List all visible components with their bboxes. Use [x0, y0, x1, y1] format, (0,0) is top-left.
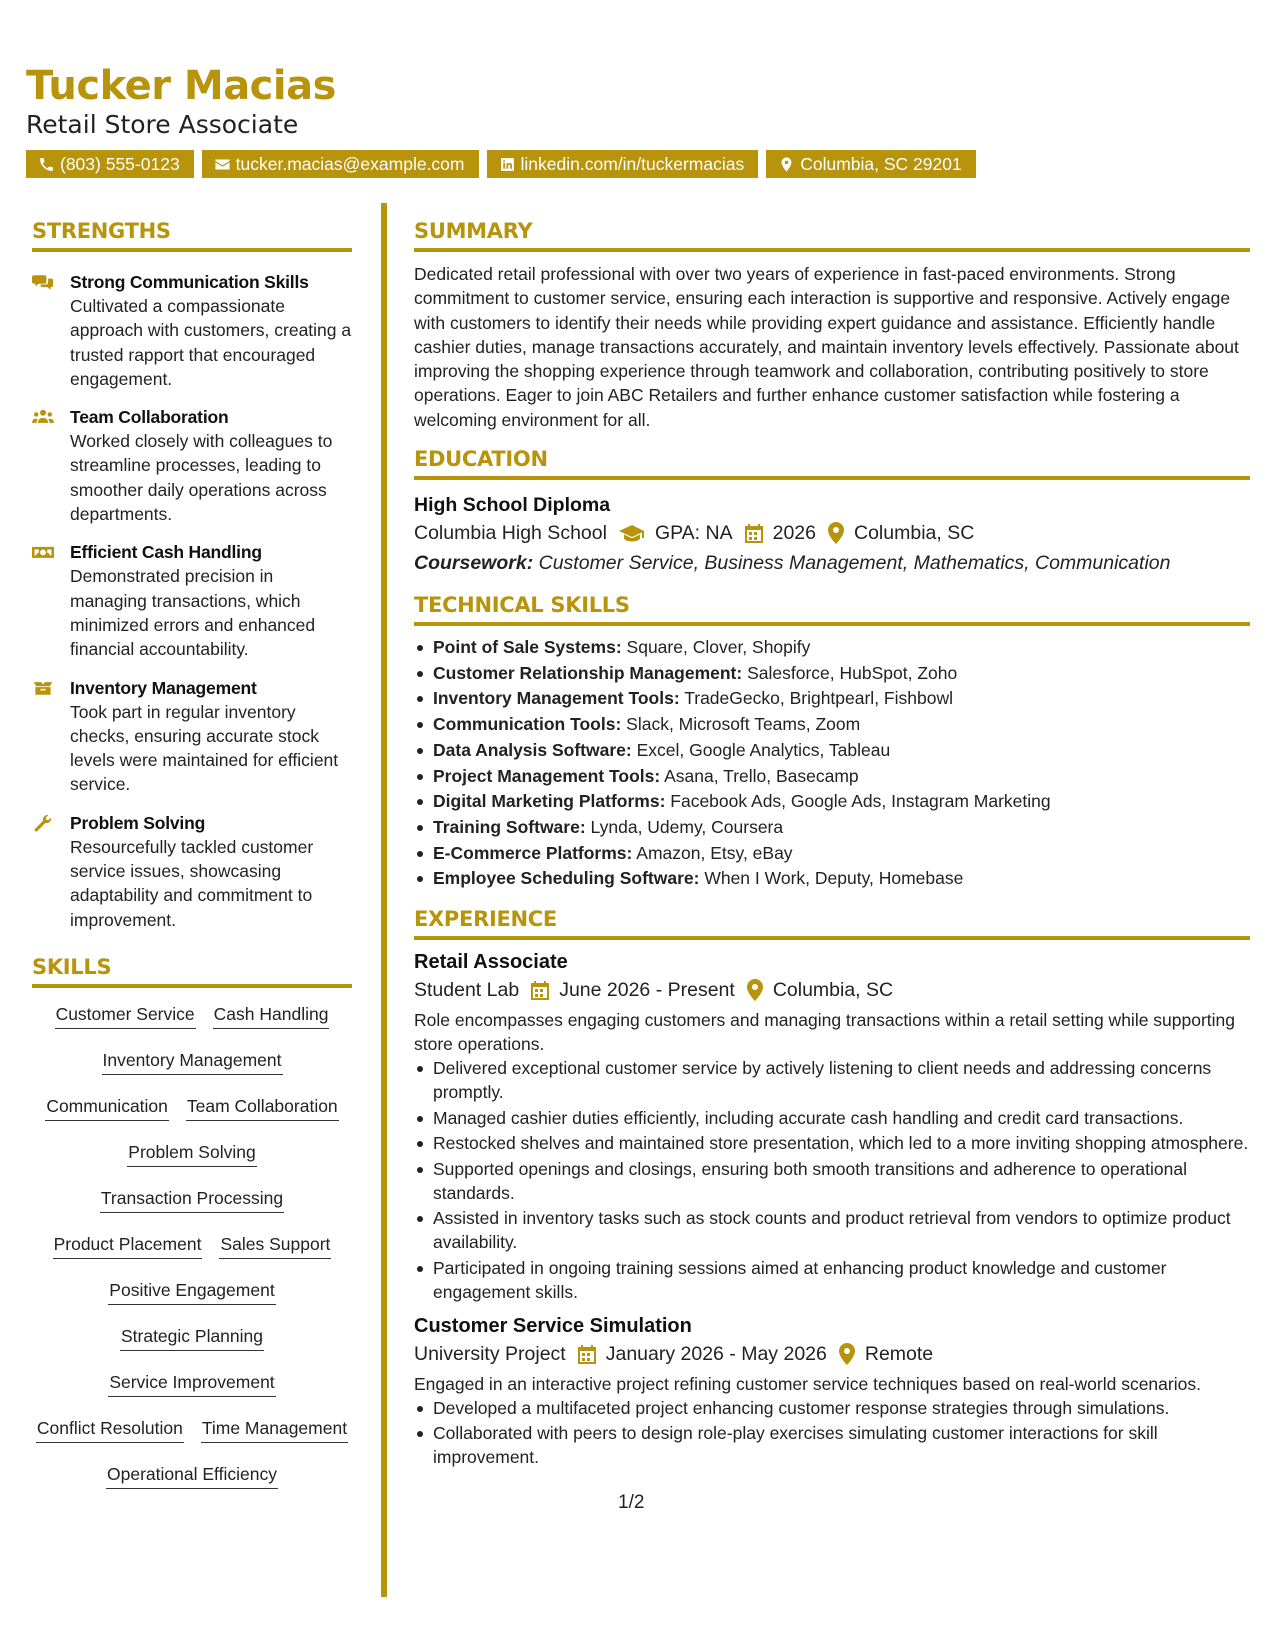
degree-title: High School Diploma [414, 494, 611, 517]
technical-skills-list [414, 635, 1250, 892]
strength-title: Team Collaboration [70, 407, 229, 428]
strength-text: Cultivated a compassionate approach with customers, creating a trusted rapport that encouraged engagement. [70, 296, 352, 389]
tech-skill-label: Customer Relationship Management: [433, 662, 743, 683]
tech-skill-label: Point of Sale Systems: [433, 637, 622, 658]
tech-skill-label: Digital Marketing Platforms: [433, 791, 666, 812]
strength-title: Problem Solving [70, 812, 206, 833]
list-item: Delivered exceptional customer service by actively listening to client needs and addressing concerns promptly. [414, 1056, 1250, 1104]
right-column [414, 218, 1250, 1471]
job-title: Retail Associate [414, 951, 568, 974]
job-org: Student Lab [414, 979, 520, 1002]
tech-skill-label: Project Management Tools: [433, 765, 661, 786]
job-meta [414, 1340, 1250, 1368]
list-item [414, 764, 1250, 790]
map-pin-icon [828, 522, 844, 544]
strength-item [32, 540, 352, 661]
coursework [414, 548, 1250, 578]
job-meta [414, 976, 1250, 1004]
strength-title: Strong Communication Skills [70, 272, 309, 292]
strength-title: Inventory Management [70, 677, 257, 698]
contact-email-text: tucker.macias@example.com [235, 154, 465, 174]
tech-skill-value: Square, Clover, Shopify [626, 637, 811, 658]
gpa: GPA: NA [654, 522, 733, 545]
job-location: Columbia, SC [772, 979, 894, 1002]
job-title: Customer Service Simulation [414, 1314, 692, 1337]
strength-item [32, 676, 352, 797]
envelope-icon [214, 156, 231, 173]
strength-item [32, 270, 352, 391]
tech-skill-value: Slack, Microsoft Teams, Zoom [626, 714, 861, 735]
summary-text: Dedicated retail professional with over two years of experience in fast-paced environments. Strong commitment to customer service, ensuring each interaction is supportive and responsive. Actively engage with customers to identify their needs while providing expert guidance and assistance. Efficiently handle cashier duties, manage transactions accurately, and maintain inventory levels effectively. Passionate about improving the shopping experience through teamwork and collaboration, contributing positively to store operations. Eager to join ABC Retailers and further enhance customer satisfaction while fostering a welcoming environment for all. [414, 264, 1239, 430]
strength-item [32, 811, 352, 932]
skill-tag: Strategic Planning [120, 1324, 264, 1351]
tech-skill-value: Salesforce, HubSpot, Zoho [747, 662, 958, 683]
left-column [32, 218, 352, 1508]
contact-location-text: Columbia, SC 29201 [800, 154, 962, 174]
skills-heading: SKILLS [32, 954, 352, 988]
skill-tag: Service Improvement [108, 1370, 275, 1397]
tech-skill-label: Communication Tools: [433, 714, 622, 735]
strength-text: Took part in regular inventory checks, ensuring accurate stock levels were maintained for efficient service. [70, 701, 339, 795]
job-entry [414, 1313, 1250, 1470]
coursework-label: Coursework: [414, 552, 534, 575]
skill-tag: Inventory Management [102, 1048, 283, 1075]
strength-title: Efficient Cash Handling [70, 542, 262, 563]
list-item [414, 661, 1250, 687]
list-item: Collaborated with peers to design role-play exercises simulating customer interactions for skill improvement. [414, 1421, 1250, 1469]
candidate-title: Retail Store Associate [26, 110, 299, 139]
chat-bubbles-icon [32, 273, 54, 291]
job-location: Remote [864, 1342, 934, 1365]
strengths-heading: STRENGTHS [32, 218, 352, 252]
skill-tag: Time Management [201, 1416, 348, 1443]
job-entry [414, 949, 1250, 1304]
skill-tag: Positive Engagement [108, 1278, 275, 1305]
phone-icon [38, 156, 55, 173]
map-pin-icon [778, 156, 795, 173]
map-pin-icon [747, 979, 763, 1001]
contact-linkedin[interactable] [487, 150, 759, 178]
column-divider [381, 203, 387, 1597]
contact-phone-text: (803) 555-0123 [60, 154, 180, 174]
strength-text: Demonstrated precision in managing transactions, which minimized errors and enhanced financial accountability. [70, 566, 316, 660]
list-item [414, 712, 1250, 738]
tech-skill-value: Excel, Google Analytics, Tableau [636, 739, 891, 760]
tech-skill-value: TradeGecko, Brightpearl, Fishbowl [684, 688, 953, 709]
list-item: Assisted in inventory tasks such as stock counts and product retrieval from vendors to optimize product availability. [414, 1206, 1250, 1254]
skill-tag: Product Placement [53, 1232, 203, 1259]
money-bill-icon [32, 543, 54, 561]
resume-header [26, 62, 1246, 178]
tech-skill-label: Data Analysis Software: [433, 739, 632, 760]
strength-item [32, 405, 352, 526]
school-location: Columbia, SC [854, 522, 975, 545]
contact-email[interactable] [202, 150, 479, 178]
tech-skill-value: Amazon, Etsy, eBay [636, 842, 793, 863]
tech-skill-value: Asana, Trello, Basecamp [664, 765, 859, 786]
job-dates: June 2026 - Present [559, 979, 735, 1002]
skill-tag: Communication [45, 1094, 169, 1121]
experience-heading: EXPERIENCE [414, 906, 1250, 940]
skill-tag: Operational Efficiency [106, 1462, 278, 1489]
summary-heading: SUMMARY [414, 218, 1250, 252]
job-description: Engaged in an interactive project refining customer service techniques based on real-world scenarios. [414, 1373, 1201, 1394]
list-item: Restocked shelves and maintained store presentation, which led to a more inviting shopping atmosphere. [414, 1131, 1250, 1155]
school-name: Columbia High School [414, 522, 607, 545]
boxes-icon [32, 679, 54, 697]
graduation-cap-icon [619, 524, 645, 542]
list-item [414, 815, 1250, 841]
tech-skill-value: Lynda, Udemy, Coursera [590, 817, 784, 837]
list-item: Participated in ongoing training sessions aimed at enhancing product knowledge and customer engagement skills. [414, 1256, 1250, 1304]
skill-tag: Cash Handling [213, 1002, 330, 1029]
tech-skill-value: Facebook Ads, Google Ads, Instagram Marketing [670, 791, 1051, 812]
list-item [414, 789, 1250, 815]
tech-skill-label: E-Commerce Platforms: [433, 842, 633, 863]
job-dates: January 2026 - May 2026 [605, 1342, 827, 1365]
skill-tag: Customer Service [55, 1002, 196, 1029]
contact-phone[interactable] [26, 150, 194, 178]
calendar-icon [578, 1344, 596, 1364]
job-description: Role encompasses engaging customers and managing transactions within a retail setting while supporting store operations. [414, 1010, 1236, 1055]
skills-list [32, 1002, 352, 1508]
calendar-icon [745, 523, 763, 543]
list-item: Developed a multifaceted project enhancing customer response strategies through simulations. [414, 1396, 1250, 1420]
strength-text: Resourcefully tackled customer service issues, showcasing adaptability and commitment to improvement. [70, 836, 314, 930]
skill-tag: Conflict Resolution [36, 1416, 184, 1443]
job-bullets [414, 1396, 1250, 1470]
tech-skill-label: Training Software: [433, 817, 586, 837]
contact-location[interactable] [766, 150, 975, 178]
skill-tag: Team Collaboration [186, 1094, 339, 1121]
strength-text: Worked closely with colleagues to streamline processes, leading to smoother daily operations across departments. [70, 431, 333, 525]
list-item [414, 686, 1250, 712]
map-pin-icon [839, 1343, 855, 1365]
linkedin-icon [499, 156, 516, 173]
list-item [414, 635, 1250, 661]
coursework-list: Customer Service, Business Management, Mathematics, Communication [538, 552, 1171, 575]
contact-bar [26, 150, 1246, 178]
education-meta [414, 519, 1250, 547]
list-item [414, 738, 1250, 764]
graduation-year: 2026 [772, 522, 816, 545]
job-org: University Project [414, 1342, 566, 1365]
list-item: Managed cashier duties efficiently, including accurate cash handling and credit card transactions. [414, 1106, 1250, 1130]
tech-skill-value: When I Work, Deputy, Homebase [704, 868, 964, 889]
calendar-icon [531, 980, 549, 1000]
tech-skill-label: Inventory Management Tools: [433, 688, 680, 709]
skill-tag: Transaction Processing [100, 1186, 284, 1213]
list-item [414, 841, 1250, 867]
technical-skills-heading: TECHNICAL SKILLS [414, 592, 1250, 626]
tech-skill-label: Employee Scheduling Software: [433, 868, 700, 889]
job-bullets [414, 1056, 1250, 1304]
list-item [414, 866, 1250, 892]
users-icon [32, 408, 54, 426]
wrench-icon [32, 814, 54, 832]
contact-linkedin-text: linkedin.com/in/tuckermacias [520, 154, 745, 174]
page-indicator: 1/2 [618, 1492, 645, 1513]
skill-tag: Sales Support [219, 1232, 331, 1259]
skill-tag: Problem Solving [127, 1140, 256, 1167]
list-item: Supported openings and closings, ensuring both smooth transitions and adherence to operational standards. [414, 1157, 1250, 1205]
candidate-name: Tucker Macias [26, 63, 336, 109]
education-heading: EDUCATION [414, 446, 1250, 480]
